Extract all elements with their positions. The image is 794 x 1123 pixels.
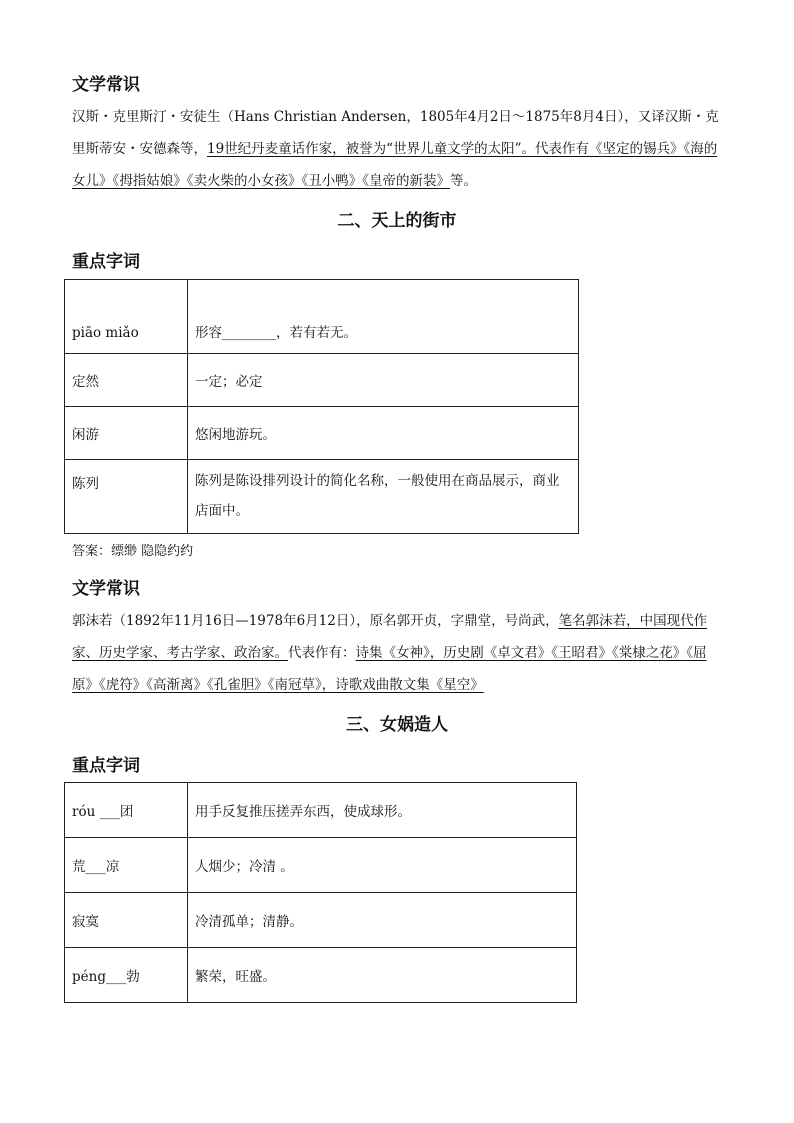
table-row — [65, 354, 579, 407]
guomoruo-para-underline-4: 《屈原》《虎符》《高渐离》《孔雀胆》《南冠草》，诗歌戏曲散文集《星空》 — [72, 645, 707, 693]
word-cell: 寂寞 — [65, 893, 188, 948]
table-row — [65, 407, 579, 460]
table-row — [65, 460, 579, 534]
table-row — [65, 783, 577, 838]
andersen-para-underline-1: 19世纪丹麦童话作家，被誉为“世界儿童文学的太阳”。代表作有《坚定的锡兵》《海 — [207, 141, 704, 157]
meaning-cell: 冷清孤单；清静。 — [188, 893, 577, 948]
word-cell: 定然 — [65, 354, 188, 407]
key-words-table-2 — [64, 782, 577, 1003]
guomoruo-para-underline-2: 作家、历史学家、考古学家、政治家。 — [72, 613, 708, 661]
meaning-cell: 一定；必定 — [188, 354, 579, 407]
meaning-cell: 陈列是陈设排列设计的简化名称，一般使用在商品展示，商业店面中。 — [188, 460, 579, 534]
key-words-table-1 — [64, 279, 579, 534]
guomoruo-para-text-2: 代表作有： — [288, 645, 356, 661]
table-row — [65, 280, 579, 354]
key-words-heading-1: 重点字词 — [72, 252, 140, 272]
meaning-cell: 悠闲地游玩。 — [188, 407, 579, 460]
section-title-nvwa: 三、女娲造人 — [346, 715, 448, 735]
word-cell: 闲游 — [65, 407, 188, 460]
meaning-cell: 人烟少；冷清 。 — [188, 838, 577, 893]
word-cell: péng___勃 — [65, 948, 188, 1003]
guomoruo-paragraph — [72, 605, 724, 701]
word-cell: piāo miǎo — [65, 280, 188, 354]
answer-line: 答案：缥缈 隐隐约约 — [72, 544, 194, 559]
meaning-cell: 形容________，若有若无。 — [188, 280, 579, 354]
andersen-para-underline-2: 的女儿》《拇指姑娘》《卖火柴的小女孩》《丑小鸭》《皇帝的新装》 — [72, 141, 718, 189]
meaning-cell: 繁荣，旺盛。 — [188, 948, 577, 1003]
meaning-cell: 用手反复推压搓弄东西，使成球形。 — [188, 783, 577, 838]
andersen-para-text-2: 斯蒂安・安德森等， — [85, 141, 207, 157]
lit-heading-andersen: 文学常识 — [72, 75, 140, 95]
section-title-tianshang: 二、天上的街市 — [337, 211, 457, 231]
lit-heading-guomoruo: 文学常识 — [72, 579, 140, 599]
key-words-heading-2: 重点字词 — [72, 756, 140, 776]
table-row — [65, 838, 577, 893]
guomoruo-para-underline-3: 诗集《女神》，历史剧《卓文君》《王昭君》《棠棣之花》 — [355, 645, 687, 661]
word-cell: 陈列 — [65, 460, 188, 534]
andersen-paragraph — [72, 101, 724, 197]
table-row — [65, 948, 577, 1003]
andersen-para-text-3: 等。 — [450, 173, 477, 189]
guomoruo-para-underline-1: 笔名郭沫若，中国现代 — [558, 613, 694, 629]
word-cell: róu ___团 — [65, 783, 188, 838]
word-cell: 荒___凉 — [65, 838, 188, 893]
guomoruo-para-text-1: 郭沫若（1892年11月16日—1978年6月12日），原名郭开贞，字鼎堂，号尚武， — [72, 613, 559, 629]
table-row — [65, 893, 577, 948]
andersen-para-text-1: 汉斯・克里斯汀・安徒生（Hans Christian Andersen，1805年4月2日～1875年8月4日），又译汉斯・克里 — [72, 109, 719, 157]
